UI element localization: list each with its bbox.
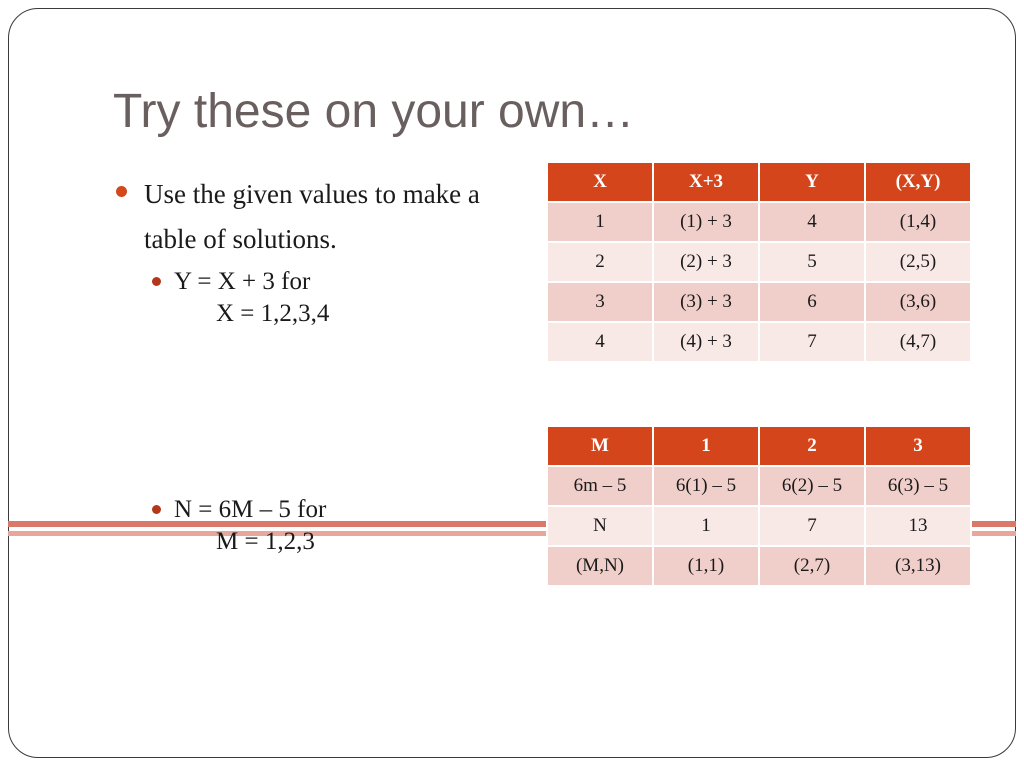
table-cell: 4 <box>547 322 653 362</box>
table-row <box>547 506 971 546</box>
bullet-dot-icon <box>116 186 127 197</box>
sub-bullet-line2: X = 1,2,3,4 <box>216 300 330 327</box>
table-cell: (1,4) <box>865 202 971 242</box>
table-row <box>547 202 971 242</box>
table-cell: 6m – 5 <box>547 466 653 506</box>
table-row <box>547 466 971 506</box>
table-cell: (2,7) <box>759 546 865 586</box>
sub-bullet-equation-2 <box>152 494 392 564</box>
table-cell: 6(2) – 5 <box>759 466 865 506</box>
sub-bullet-equation-1 <box>152 266 392 336</box>
solution-table-xy <box>546 161 972 363</box>
table-cell: 6(3) – 5 <box>865 466 971 506</box>
table-cell: (2,5) <box>865 242 971 282</box>
table-cell: 7 <box>759 506 865 546</box>
table-cell: 5 <box>759 242 865 282</box>
table-row <box>547 546 971 586</box>
table-cell: (1) + 3 <box>653 202 759 242</box>
table-cell: (1,1) <box>653 546 759 586</box>
table-cell: 4 <box>759 202 865 242</box>
table-row <box>547 282 971 322</box>
table-header-cell: (X,Y) <box>865 162 971 202</box>
table-row <box>547 242 971 282</box>
table-header-cell: 1 <box>653 426 759 466</box>
bullet-dot-icon <box>152 505 161 514</box>
table-cell: 3 <box>547 282 653 322</box>
table-header-cell: X <box>547 162 653 202</box>
bullet-dot-icon <box>152 277 161 286</box>
table-cell: 13 <box>865 506 971 546</box>
table-header-cell: 2 <box>759 426 865 466</box>
table-cell: 1 <box>653 506 759 546</box>
table-cell: 7 <box>759 322 865 362</box>
sub-bullet-line1: N = 6M – 5 for <box>174 496 327 523</box>
table-cell: N <box>547 506 653 546</box>
table-cell: (3,6) <box>865 282 971 322</box>
table-header-cell: X+3 <box>653 162 759 202</box>
main-bullet-text: Use the given values to make a table of solutions. <box>144 179 480 254</box>
table-header-cell: Y <box>759 162 865 202</box>
table-cell: (2) + 3 <box>653 242 759 282</box>
table-cell: (4,7) <box>865 322 971 362</box>
table-cell: 6(1) – 5 <box>653 466 759 506</box>
solution-table-mn <box>546 425 972 587</box>
table-header-cell: 3 <box>865 426 971 466</box>
table-cell: 2 <box>547 242 653 282</box>
slide-title: Try these on your own… <box>113 85 635 138</box>
table-header-row <box>547 426 971 466</box>
table-row <box>547 322 971 362</box>
table-header-cell: M <box>547 426 653 466</box>
table-cell: 1 <box>547 202 653 242</box>
table-cell: (3) + 3 <box>653 282 759 322</box>
table-header-row <box>547 162 971 202</box>
sub-bullet-line2: M = 1,2,3 <box>216 528 315 555</box>
table-cell: (M,N) <box>547 546 653 586</box>
sub-bullet-line1: Y = X + 3 for <box>174 268 311 295</box>
table-cell: 6 <box>759 282 865 322</box>
table-cell: (4) + 3 <box>653 322 759 362</box>
table-cell: (3,13) <box>865 546 971 586</box>
